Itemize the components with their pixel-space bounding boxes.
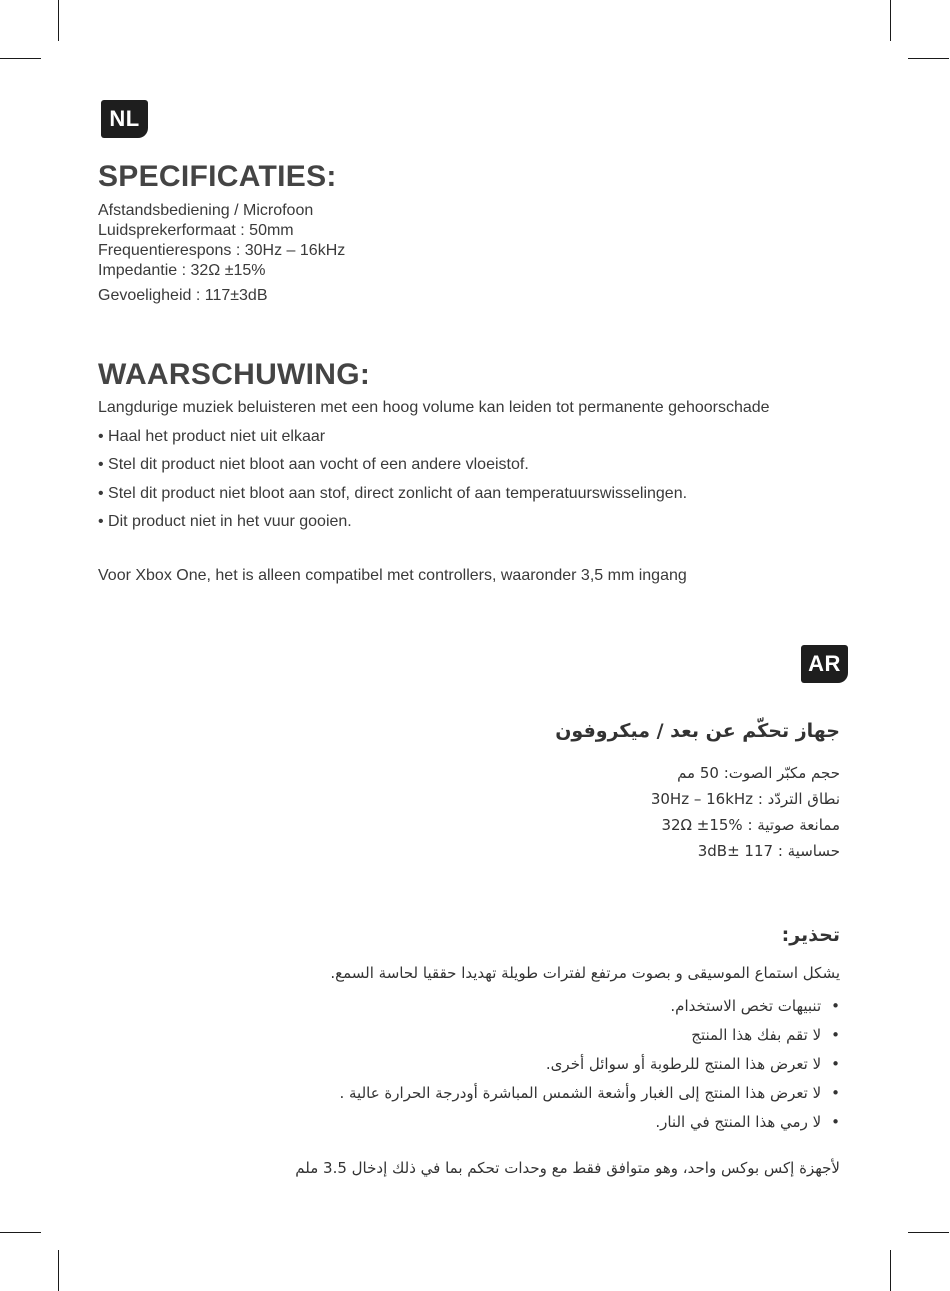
spec-item: Luidsprekerformaat : 50mm [98,222,294,239]
ar-warning-item: •لا رمي هذا المنتج في النار. [339,1108,840,1137]
crop-mark-bottom-left-vertical [58,1250,59,1291]
ar-warning-item: •لا تعرض هذا المنتج للرطوبة أو سوائل أخرى. [339,1050,840,1079]
language-badge-ar: AR [801,645,848,683]
crop-mark-top-left-horizontal [0,58,41,59]
bullet-icon: • [831,997,840,1015]
warning-item: • Haal het product niet uit elkaar [98,428,326,445]
warning-intro: Langdurige muziek beluisteren met een hoog volume kan leiden tot permanente gehoorschade [98,399,770,416]
spec-item: Afstandsbediening / Microfoon [98,202,314,219]
bullet-icon: • [831,1055,840,1073]
spec-item: Frequentierespons : 30Hz – 16kHz [98,242,346,259]
language-badge-nl: NL [101,100,148,138]
warning-item: • Dit product niet in het vuur gooien. [98,512,352,530]
ar-spec-item: حجم مكبّر الصوت: 50 مم [677,764,840,782]
spec-item: Impedantie : 32Ω ±15% [98,262,266,279]
ar-spec-item: نطاق التردّد : 30Hz – 16kHz [650,790,840,808]
crop-mark-bottom-right-horizontal [908,1232,949,1233]
crop-mark-top-right-horizontal [908,58,949,59]
ar-compatibility-note: لأجهزة إكس بوكس واحد، وهو متوافق فقط مع وحدات تحكم بما في ذلك إدخال 3.5 ملم [295,1159,840,1177]
crop-mark-top-right-vertical [890,0,891,41]
spec-item: Gevoeligheid : 117±3dB [98,287,268,304]
bullet-icon: • [831,1113,840,1131]
ar-warning-item: •لا تقم بفك هذا المنتج [339,1021,840,1050]
spec-title: SPECIFICATIES: [98,160,337,193]
compatibility-note: Voor Xbox One, het is alleen compatibel met controllers, waaronder 3,5 mm ingang [98,567,687,584]
bullet-icon: • [831,1026,840,1044]
crop-mark-bottom-left-horizontal [0,1232,41,1233]
warning-item: • Stel dit product niet bloot aan vocht of een andere vloeistof. [98,456,529,474]
crop-mark-top-left-vertical [58,0,59,41]
crop-mark-bottom-right-vertical [890,1250,891,1291]
ar-spec-list [651,760,840,864]
ar-warning-intro: يشكل استماع الموسيقى و بصوت مرتفع لفترات طويلة تهديدا حققيا لحاسة السمع. [330,964,840,982]
ar-spec-item: ممانعة صوتية : 32Ω ±15% [661,816,840,834]
ar-spec-title: جهاز تحكّم عن بعد / ميكروفون [555,720,840,742]
warning-list [98,423,687,536]
ar-warning-list [339,992,840,1137]
warning-title: WAARSCHUWING: [98,358,371,391]
ar-spec-item: حساسية : 117 ±3dB [697,842,840,860]
warning-item: • Stel dit product niet bloot aan stof, direct zonlicht of aan temperatuurswisselingen. [98,484,688,502]
ar-warning-title: تحذير: [781,924,840,946]
spec-list [98,201,345,306]
ar-warning-item: •لا تعرض هذا المنتج إلى الغبار وأشعة الشمس المباشرة أودرجة الحرارة عالية . [339,1079,840,1108]
bullet-icon: • [831,1084,840,1102]
ar-warning-item: •تنبيهات تخص الاستخدام. [339,992,840,1021]
